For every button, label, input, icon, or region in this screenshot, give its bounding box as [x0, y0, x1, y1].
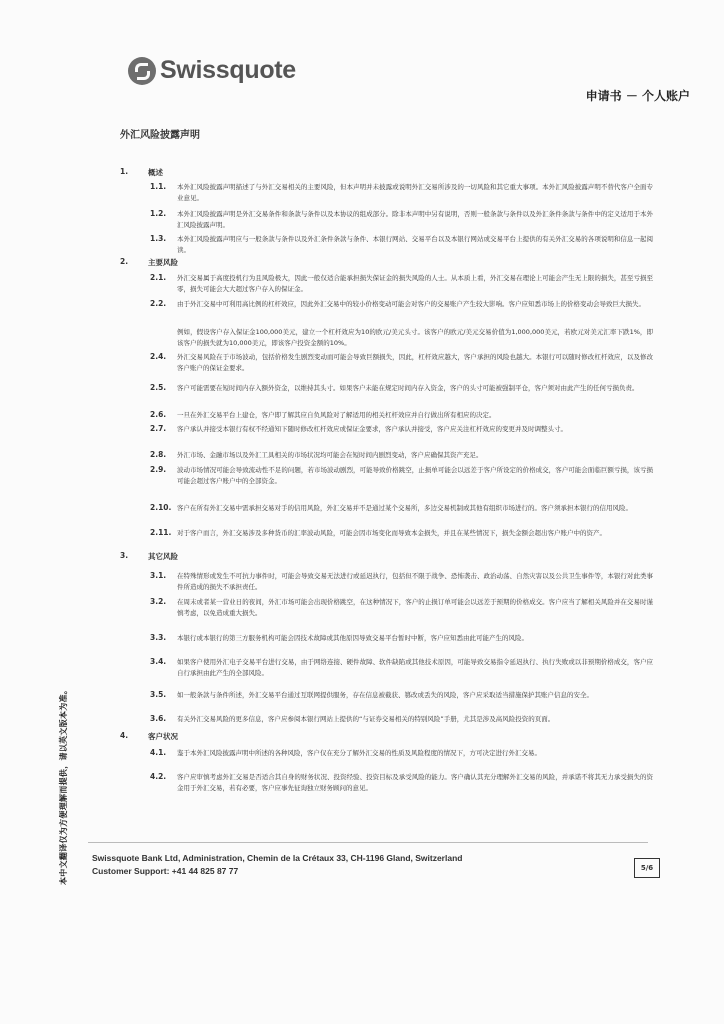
clause-text: 客户承认并接受本银行有权不经通知下随时修改杠杆效应或保证金要求，客户承认并接受，客户应关注杠杆效应的变更并及时调整头寸。 [177, 425, 567, 433]
clause-text: 波动市场情况可能会导致流动性不足的问题，若市场波动剧烈，可能导致价格跳空，止损单可能会以远差于客户所设定的价格成交，客户可能会面临巨额亏损，该亏损可能会超过客户账户中的全部资金。 [177, 466, 653, 485]
clause-text: 对于客户而言，外汇交易涉及多种货币的汇率波动风险，可能会因市场变化而导致本金损失，并且在某些情况下，损失金额会超出客户账户中的资产。 [177, 529, 606, 537]
clause-number: 3.5. [150, 690, 167, 699]
clause-number: 2.7. [150, 424, 167, 433]
section-number: 3. [120, 551, 129, 560]
clause-number: 4.1. [150, 748, 167, 757]
footer-support: Customer Support: +41 44 825 87 77 [92, 866, 239, 876]
clause-text: 客户在所有外汇交易中需承担交易对手的信用风险，外汇交易并不是通过某个交易所，多边交易机制或其他有组织市场进行的。客户须承担本银行的信用风险。 [177, 504, 632, 512]
translation-side-note: 本中文翻译仅为方便理解而提供，请以英文版本为准。 [59, 685, 68, 885]
clause-text: 鉴于本外汇风险披露声明中所述的各种风险，客户仅在充分了解外汇交易的性质及风险程度的情况下，方可决定进行外汇交易。 [177, 749, 541, 757]
clause-text: 有关外汇交易风险的更多信息，客户应参阅本银行网站上提供的“与证券交易相关的特别风险”手册，尤其是涉及高风险投资的页面。 [177, 715, 555, 723]
clause-number: 3.6. [150, 714, 167, 723]
clause-number: 1.1. [150, 182, 167, 191]
clause-text: 外汇市场、金融市场以及外汇工具相关的市场状况均可能会在短时间内剧烈变动，客户应确保其资产充足。 [177, 451, 483, 459]
section-heading: 主要风险 [148, 258, 178, 267]
clause-text: 本外汇风险披露声明描述了与外汇交易相关的主要风险，但本声明并未披露或说明外汇交易所涉及的一切风险和其它重大事项。本外汇风险披露声明不替代客户全面专业意见。 [177, 183, 653, 202]
section-number: 4. [120, 731, 129, 740]
brand-name: Swissquote [160, 56, 296, 84]
clause-text: 在特殊情形或发生不可抗力事件时，可能会导致交易无法进行或延迟执行，包括但不限于战争、恐怖袭击、政治动荡、自然灾害以及公共卫生事件等，本银行对此类事件所造成的损失不承担责任。 [177, 572, 653, 591]
clause-number: 2.5. [150, 383, 167, 392]
clause-text: 外汇交易风险在于市场波动，包括价格发生剧烈变动而可能会导致巨额损失，因此，杠杆效应越大，客户承担的风险也越大。本银行可以随时修改杠杆效应，以及修改客户账户的保证金要求。 [177, 353, 653, 372]
clause-number: 2.9. [150, 465, 167, 474]
clause-number: 2.2. [150, 299, 167, 308]
clause-text: 如果客户使用外汇电子交易平台进行交易，由于网络连接、硬件故障、软件缺陷或其他技术原因，可能导致交易指令延迟执行、执行失败或以非预期价格成交，客户应自行承担由此产生的全部风险。 [177, 658, 653, 677]
clause-text: 外汇交易属于高度投机行为且风险极大，因此一般仅适合能承担损失保证金的损失风险的人士。从本质上看，外汇交易在理论上可能会产生无上限的损失，甚至亏损至零，损失可能会大大超过客户存入的保证金。 [177, 274, 653, 293]
page-number: 5/6 [634, 858, 660, 878]
clause-number: 2.10. [150, 503, 172, 512]
brand-logo [128, 56, 296, 85]
clause-number: 4.2. [150, 772, 167, 781]
clause-number: 1.2. [150, 209, 167, 218]
swissquote-logo-icon [128, 57, 156, 85]
clause-text: 本银行或本银行的第三方服务机构可能会因技术故障或其他原因导致交易平台暂时中断，客户应知悉由此可能产生的风险。 [177, 634, 528, 642]
clause-text: 一旦在外汇交易平台上建仓，客户即了解其应自负风险对了解适用的相关杠杆效应并自行做出所有相应的决定。 [177, 411, 496, 419]
clause-text: 例如，假设客户存入保证金100,000美元，建立一个杠杆效应为10的欧元/美元头寸。该客户的欧元/美元交易价值为1,000,000美元，若欧元对美元汇率下跌1%，即该客户的损失就为10,000美元，即该客户投资金额的10%。 [177, 328, 653, 347]
document-title: 外汇风险披露声明 [120, 130, 200, 141]
clause-number: 3.2. [150, 597, 167, 606]
clause-number: 2.1. [150, 273, 167, 282]
clause-number: 2.11. [150, 528, 172, 537]
section-number: 1. [120, 167, 129, 176]
clause-text: 由于外汇交易中可利用高比例的杠杆效应，因此外汇交易中的较小价格变动可能会对客户的交易账户产生较大影响。客户应知悉市场上的价格变动会导致巨大损失。 [177, 300, 645, 308]
clause-text: 本外汇风险披露声明应与一般条款与条件以及外汇条件条款与条件、本银行网站、交易平台以及本银行网站或交易平台上提供的有关外汇交易的各项说明和信息一起阅读。 [177, 235, 653, 254]
footer-address: Swissquote Bank Ltd, Administration, Chemin de la Crétaux 33, CH-1196 Gland, Switzerland [92, 853, 463, 863]
footer-divider [88, 842, 648, 843]
clause-text: 客户应审慎考虑外汇交易是否适合其自身的财务状况、投资经验、投资目标及承受风险的能力。客户确认其充分理解外汇交易的风险，并承诺不将其无力承受损失的资金用于外汇交易，若有必要，客户应事先征询独立财务顾问的意见。 [177, 773, 653, 792]
section-heading: 客户状况 [148, 732, 178, 741]
clause-number: 1.3. [150, 234, 167, 243]
clause-number: 3.1. [150, 571, 167, 580]
clause-text: 客户可能需要在短时间内存入额外资金，以维持其头寸。如果客户未能在规定时间内存入资金，客户的头寸可能被强制平仓，客户须对由此产生的任何亏损负责。 [177, 384, 639, 392]
clause-number: 3.4. [150, 657, 167, 666]
clause-text: 如一般条款与条件所述，外汇交易平台通过互联网提供服务，存在信息被截获、篡改或丢失的风险，客户应采取适当措施保护其账户信息的安全。 [177, 691, 593, 699]
document-type: 申请书 － 个人账户 [585, 89, 690, 103]
section-heading: 其它风险 [148, 552, 178, 561]
clause-number: 3.3. [150, 633, 167, 642]
section-number: 2. [120, 257, 129, 266]
clause-number: 2.6. [150, 410, 167, 419]
section-heading: 概述 [148, 168, 163, 177]
clause-text: 本外汇风险披露声明是外汇交易条件和条款与条件以及本协议的组成部分。除非本声明中另有说明，否则一般条款与条件以及外汇条件条款与条件中的定义适用于本外汇风险披露声明。 [177, 210, 653, 229]
clause-number: 2.8. [150, 450, 167, 459]
clause-number: 2.4. [150, 352, 167, 361]
clause-text: 在周末或者某一营业日的夜间，外汇市场可能会出现价格跳空，在这种情况下，客户的止损订单可能会以远差于预期的价格成交。客户应当了解相关风险并在交易时谨慎考虑，以免造成重大损失。 [177, 598, 653, 617]
